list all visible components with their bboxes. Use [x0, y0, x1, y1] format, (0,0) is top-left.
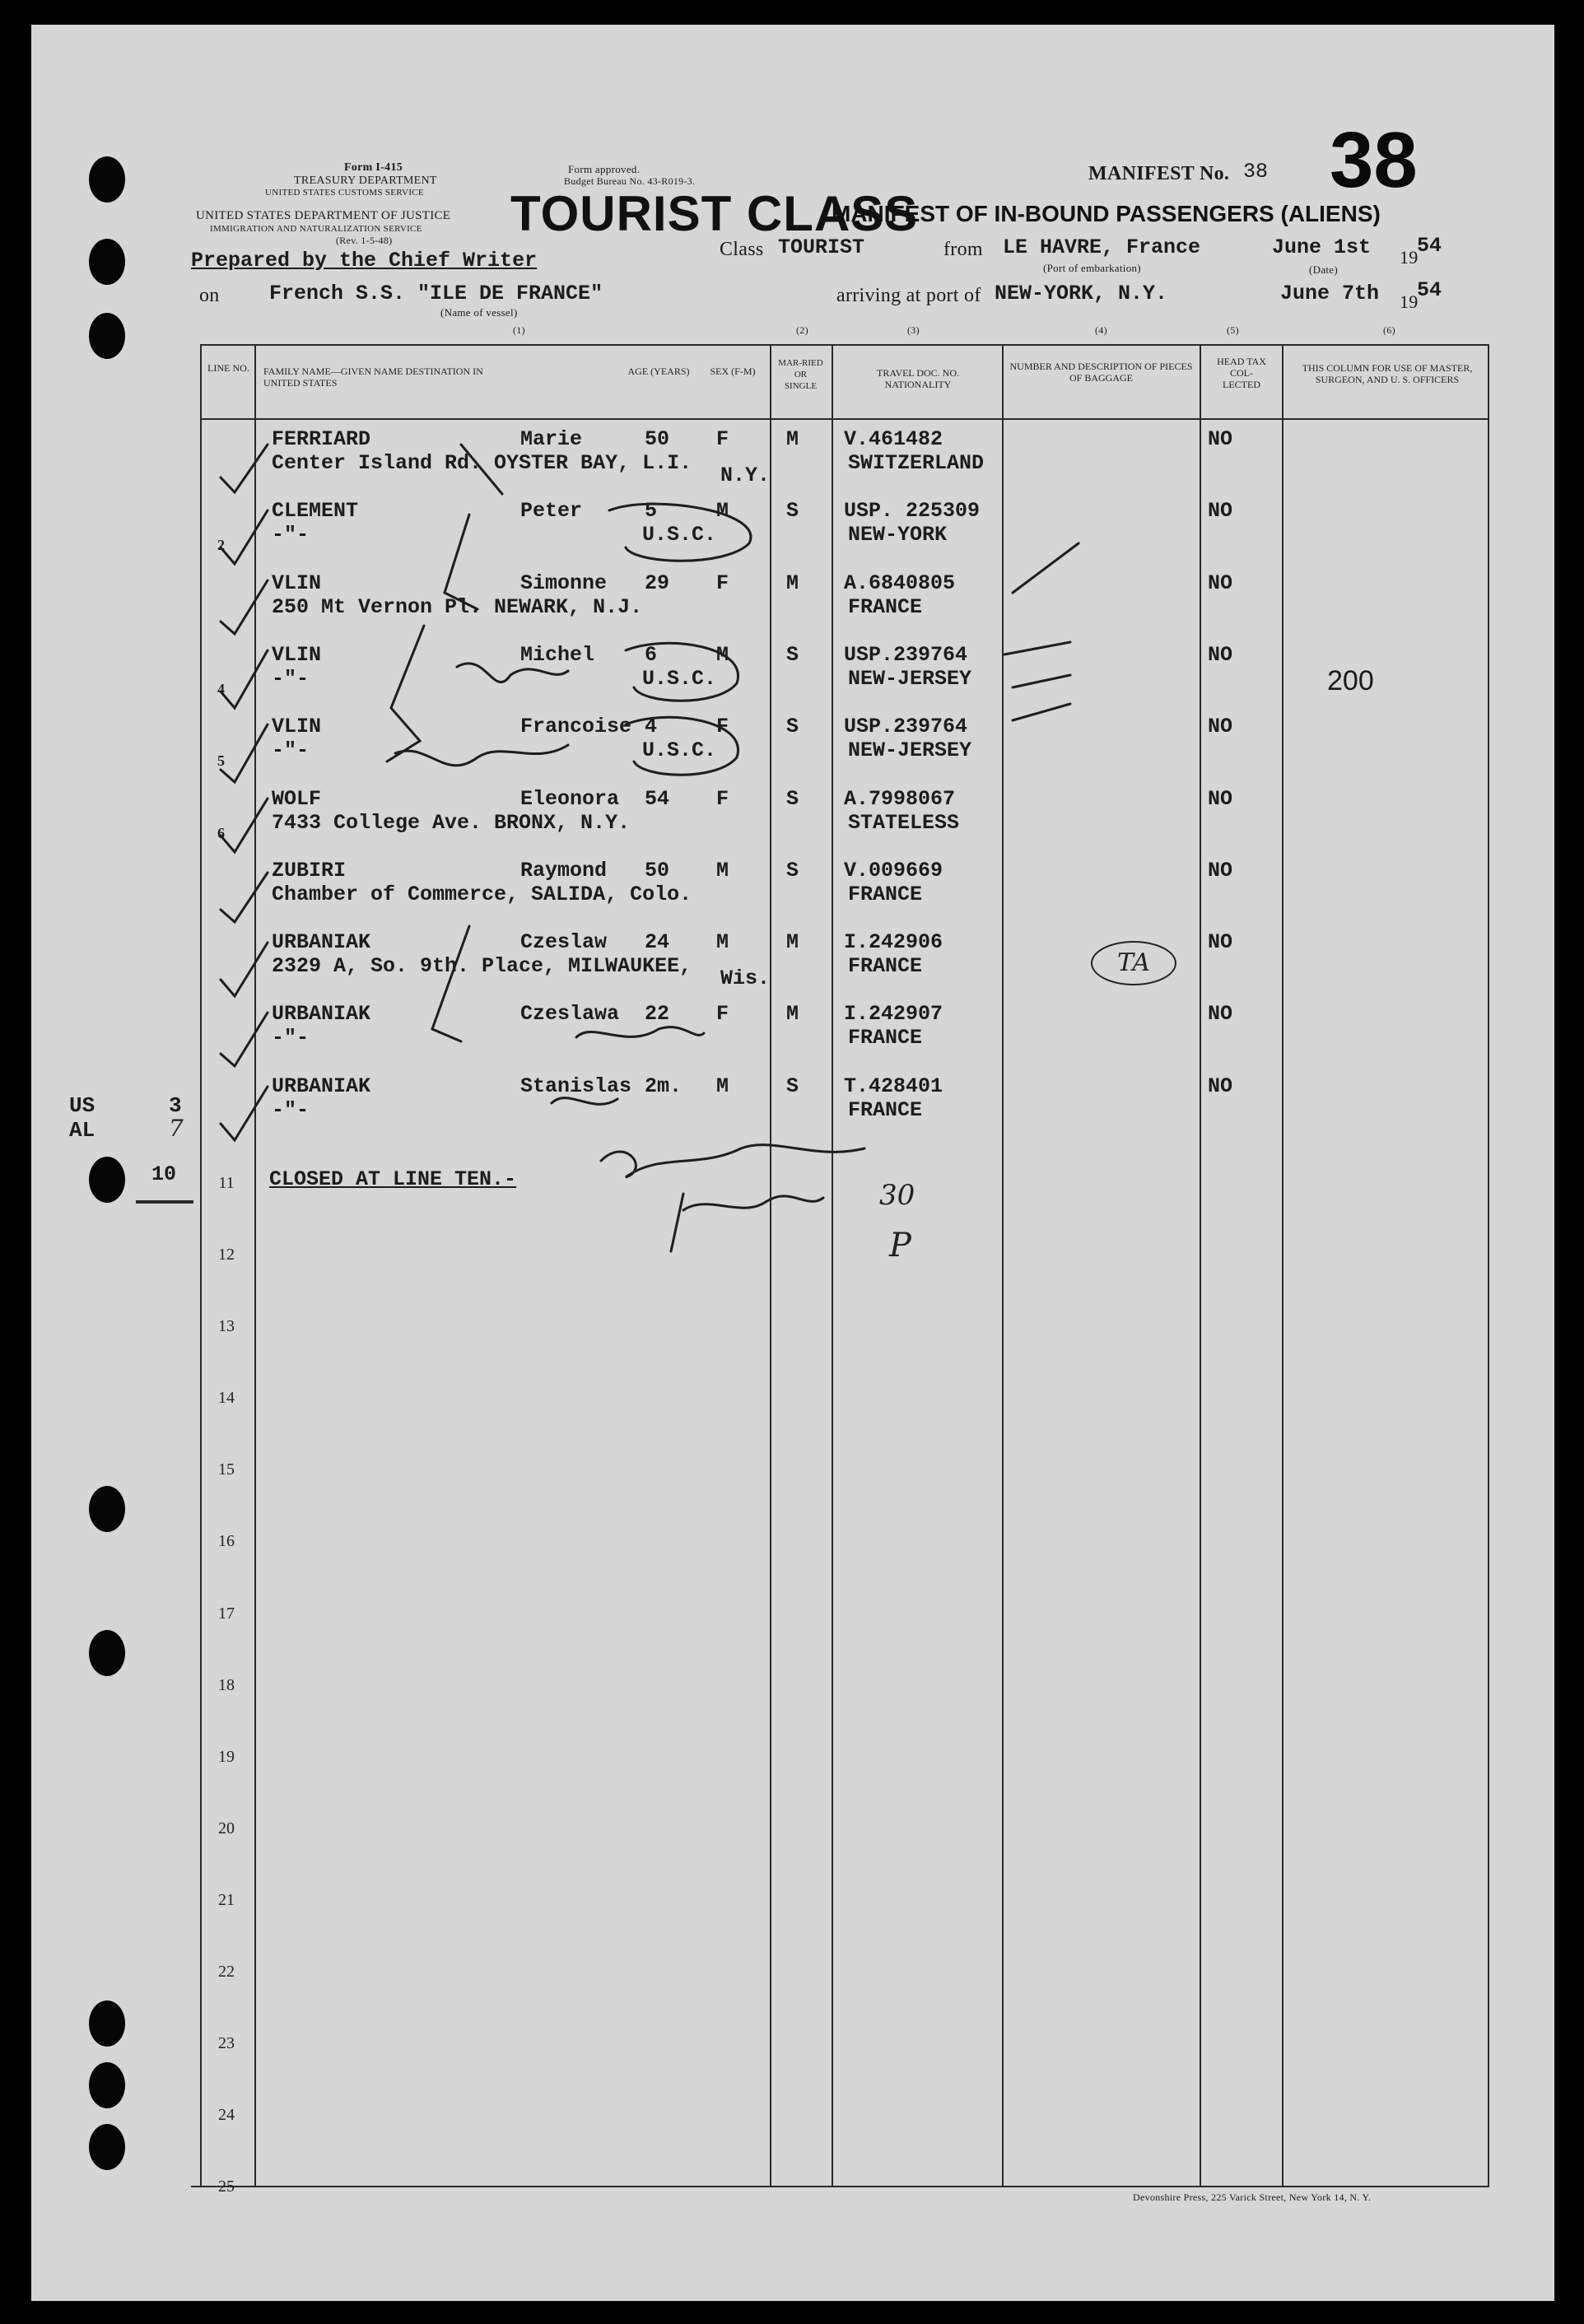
- age: 29: [645, 571, 670, 595]
- nationality: FRANCE: [848, 883, 923, 906]
- destination-extra: U.S.C.: [642, 667, 717, 691]
- col-divider: [832, 344, 833, 2187]
- nationality: SWITZERLAND: [848, 451, 985, 475]
- marital-status: S: [786, 787, 799, 811]
- justice-line: IMMIGRATION AND NATURALIZATION SERVICE: [210, 224, 422, 234]
- punch-hole: [89, 313, 125, 359]
- head-tax: NO: [1208, 499, 1233, 523]
- punch-hole: [89, 156, 125, 203]
- ta-circle-mark: TA: [1091, 941, 1176, 985]
- nationality: STATELESS: [848, 811, 960, 835]
- line-number: 21: [218, 1891, 235, 1909]
- sex: M: [716, 643, 729, 667]
- family-name: VLIN: [272, 571, 322, 595]
- travel-doc: V.461482: [844, 427, 943, 451]
- given-name: Marie: [520, 427, 583, 451]
- date-caption: (Date): [1309, 263, 1338, 276]
- vessel-name: French S.S. "ILE DE FRANCE": [269, 282, 603, 305]
- sex: F: [716, 715, 729, 738]
- travel-doc: I.242907: [844, 1002, 943, 1026]
- given-name: Michel: [520, 643, 595, 667]
- punch-hole: [89, 1630, 125, 1676]
- year-prefix: 19: [1400, 247, 1419, 268]
- manifest-title: MANIFEST OF IN-BOUND PASSENGERS (ALIENS): [832, 201, 1381, 226]
- officer-count: 200: [1327, 665, 1374, 696]
- destination: Center Island Rd. OYSTER BAY, L.I.: [272, 451, 692, 475]
- age: 22: [645, 1002, 670, 1026]
- approval-line: Form approved.: [568, 163, 641, 175]
- punch-hole: [89, 2124, 125, 2170]
- from-label: from: [943, 239, 983, 260]
- given-name: Czeslaw: [520, 930, 608, 954]
- header-sex: SEX (F-M): [710, 366, 756, 377]
- embark-date: June 1st: [1272, 235, 1372, 259]
- sex: F: [716, 1002, 729, 1026]
- from-value: LE HAVRE, France: [1003, 235, 1201, 259]
- travel-doc: A.7998067: [844, 787, 956, 811]
- destination: 250 Mt Vernon Pl. NEWARK, N.J.: [272, 595, 643, 619]
- head-tax: NO: [1208, 930, 1233, 954]
- head-tax: NO: [1208, 643, 1233, 667]
- destination: -"-: [272, 738, 310, 762]
- marital-status: S: [786, 715, 799, 738]
- family-name: VLIN: [272, 643, 322, 667]
- header-age: AGE (YEARS): [627, 366, 690, 377]
- marital-status: M: [786, 1002, 799, 1026]
- col-divider: [1200, 344, 1201, 2187]
- nationality: NEW-JERSEY: [848, 738, 972, 762]
- arrival-year-prefix: 19: [1400, 291, 1419, 312]
- col-divider: [770, 344, 771, 2187]
- table-border-bottom: [191, 2186, 1489, 2187]
- destination-extra: U.S.C.: [642, 523, 717, 547]
- travel-doc: USP. 225309: [844, 499, 981, 523]
- given-name: Eleonora: [520, 787, 620, 811]
- column-number: (4): [1095, 324, 1107, 336]
- age: 50: [645, 859, 670, 883]
- column-number: (3): [907, 324, 920, 336]
- destination: -"-: [272, 1098, 310, 1122]
- column-number: (1): [513, 324, 525, 336]
- travel-doc: I.242906: [844, 930, 943, 954]
- travel-doc: T.428401: [844, 1074, 943, 1098]
- approval-line: Budget Bureau No. 43-R019-3.: [564, 175, 696, 187]
- age: 4: [645, 715, 658, 738]
- year-suffix: 54: [1417, 234, 1442, 258]
- marital-status: S: [786, 1074, 799, 1098]
- head-tax: NO: [1208, 859, 1233, 883]
- column-number: (2): [796, 324, 808, 336]
- sex: M: [716, 930, 729, 954]
- line-number: 20: [218, 1819, 235, 1837]
- nationality: NEW-JERSEY: [848, 667, 972, 691]
- dept-line: TREASURY DEPARTMENT: [294, 175, 437, 187]
- header-travel-doc: TRAVEL DOC. NO. NATIONALITY: [876, 367, 959, 390]
- nationality: NEW-YORK: [848, 523, 948, 547]
- line-number: 4: [217, 681, 225, 697]
- header-officers: THIS COLUMN FOR USE OF MASTER, SURGEON, AND U. S. OFFICERS: [1302, 362, 1473, 385]
- table-border-left: [200, 344, 202, 2187]
- line-number: 5: [217, 752, 225, 769]
- family-name: URBANIAK: [272, 1002, 371, 1026]
- punch-hole: [89, 239, 125, 285]
- sex: F: [716, 427, 729, 451]
- given-name: Raymond: [520, 859, 608, 883]
- line-number: 2: [217, 537, 225, 553]
- justice-line: UNITED STATES DEPARTMENT OF JUSTICE: [196, 209, 451, 222]
- prepared-by: Prepared by the Chief Writer: [191, 249, 538, 272]
- marital-status: S: [786, 859, 799, 883]
- age: 54: [645, 787, 670, 811]
- given-name: Francoise: [520, 715, 632, 738]
- col-divider: [254, 344, 256, 2187]
- arrival-date: June 7th: [1280, 282, 1380, 305]
- line-number: 19: [218, 1748, 235, 1766]
- line-number: 25: [218, 2177, 235, 2196]
- col-divider: [1282, 344, 1284, 2187]
- family-name: URBANIAK: [272, 1074, 371, 1098]
- head-tax: NO: [1208, 715, 1233, 738]
- sex: M: [716, 499, 729, 523]
- destination: -"-: [272, 667, 310, 691]
- total-underline: [136, 1200, 193, 1204]
- punch-hole: [89, 2062, 125, 2108]
- line-number: 16: [218, 1532, 235, 1550]
- family-name: URBANIAK: [272, 930, 371, 954]
- destination-line-2: Wis.: [720, 966, 771, 990]
- column-number: (5): [1227, 324, 1239, 336]
- age: 6: [645, 643, 658, 667]
- destination-extra: U.S.C.: [642, 738, 717, 762]
- family-name: FERRIARD: [272, 427, 371, 451]
- travel-doc: USP.239764: [844, 643, 968, 667]
- nationality: FRANCE: [848, 954, 923, 978]
- head-tax: NO: [1208, 787, 1233, 811]
- margin-p-mark: P: [889, 1227, 911, 1264]
- line-number: 15: [218, 1460, 235, 1479]
- dept-line: UNITED STATES CUSTOMS SERVICE: [265, 188, 424, 198]
- nationality: FRANCE: [848, 1098, 923, 1122]
- table-border-right: [1488, 344, 1489, 2187]
- manifest-no-large: 38: [1330, 116, 1418, 204]
- vessel-caption: (Name of vessel): [440, 306, 518, 319]
- marital-status: M: [786, 930, 799, 954]
- table-border-top: [200, 344, 1489, 346]
- age: 5: [645, 499, 658, 523]
- destination-line-2: N.Y.: [720, 463, 771, 487]
- nationality: FRANCE: [848, 595, 923, 619]
- given-name: Czeslawa: [520, 1002, 620, 1026]
- header-name: FAMILY NAME—GIVEN NAME DESTINATION IN UNITED STATES: [263, 366, 483, 389]
- family-name: WOLF: [272, 787, 322, 811]
- class-label: Class: [720, 239, 764, 260]
- closing-text: CLOSED AT LINE TEN.-: [269, 1167, 517, 1191]
- on-label: on: [199, 285, 220, 306]
- head-tax: NO: [1208, 427, 1233, 451]
- header-married: MAR-RIED OR SINGLE: [778, 358, 823, 391]
- manifest-no-typed: 38: [1243, 160, 1269, 184]
- line-number: 23: [218, 2034, 235, 2052]
- col-divider: [1002, 344, 1004, 2187]
- tally-al-value: 7: [169, 1115, 184, 1142]
- header-line-no: LINE NO.: [207, 362, 249, 374]
- header-baggage: NUMBER AND DESCRIPTION OF PIECES OF BAGGAGE: [1009, 361, 1193, 384]
- given-name: Peter: [520, 499, 583, 523]
- tally-us-label: US: [69, 1093, 96, 1118]
- destination: 7433 College Ave. BRONX, N.Y.: [272, 811, 631, 835]
- sex: M: [716, 1074, 729, 1098]
- sex: F: [716, 787, 729, 811]
- line-number: 11: [218, 1174, 235, 1192]
- sex: M: [716, 859, 729, 883]
- given-name: Simonne: [520, 571, 608, 595]
- tally-al-label: AL: [69, 1118, 96, 1143]
- destination: Chamber of Commerce, SALIDA, Colo.: [272, 883, 692, 906]
- line-number: 14: [218, 1389, 235, 1407]
- nationality: FRANCE: [848, 1026, 923, 1050]
- age: 50: [645, 427, 670, 451]
- age: 2m.: [645, 1074, 683, 1098]
- arrival-year-suffix: 54: [1417, 278, 1442, 302]
- head-tax: NO: [1208, 1074, 1233, 1098]
- margin-30-mark: 30: [879, 1179, 915, 1212]
- revision-line: (Rev. 1-5-48): [336, 235, 393, 246]
- port-caption: (Port of embarkation): [1043, 262, 1141, 274]
- closing-total: 10: [151, 1162, 177, 1186]
- sex: F: [716, 571, 729, 595]
- given-name: Stanislas: [520, 1074, 632, 1098]
- marital-status: M: [786, 427, 799, 451]
- line-number: 22: [218, 1963, 235, 1981]
- head-tax: NO: [1208, 1002, 1233, 1026]
- destination: -"-: [272, 1026, 310, 1050]
- travel-doc: A.6840805: [844, 571, 956, 595]
- punch-hole: [89, 2000, 125, 2047]
- tally-us-value: 3: [169, 1093, 182, 1118]
- arriving-label: arriving at port of: [836, 285, 981, 306]
- line-number: 24: [218, 2106, 235, 2124]
- line-number: 6: [217, 825, 225, 841]
- header-bottom-rule: [200, 418, 1489, 420]
- header-head-tax: HEAD TAX COL-LECTED: [1217, 356, 1266, 390]
- destination: -"-: [272, 523, 310, 547]
- head-tax: NO: [1208, 571, 1233, 595]
- manifest-no-label: MANIFEST No.: [1088, 163, 1230, 184]
- line-number: 13: [218, 1317, 235, 1335]
- marital-status: S: [786, 499, 799, 523]
- line-number: 18: [218, 1676, 235, 1694]
- printer-imprint: Devonshire Press, 225 Varick Street, New York 14, N. Y.: [1133, 2191, 1372, 2203]
- line-number: 12: [218, 1246, 235, 1264]
- marital-status: S: [786, 643, 799, 667]
- punch-hole: [89, 1157, 125, 1203]
- punch-hole: [89, 1486, 125, 1532]
- column-number: (6): [1383, 324, 1395, 336]
- arrival-port: NEW-YORK, N.Y.: [995, 282, 1168, 305]
- marital-status: M: [786, 571, 799, 595]
- family-name: VLIN: [272, 715, 322, 738]
- travel-doc: V.009669: [844, 859, 943, 883]
- family-name: ZUBIRI: [272, 859, 347, 883]
- line-number: 17: [218, 1604, 235, 1623]
- form-number: Form I-415: [344, 161, 403, 174]
- family-name: CLEMENT: [272, 499, 359, 523]
- age: 24: [645, 930, 670, 954]
- travel-doc: USP.239764: [844, 715, 968, 738]
- tourist-class-stamp: TOURIST CLASS: [510, 186, 919, 241]
- destination: 2329 A, So. 9th. Place, MILWAUKEE,: [272, 954, 692, 978]
- class-value: TOURIST: [778, 235, 865, 259]
